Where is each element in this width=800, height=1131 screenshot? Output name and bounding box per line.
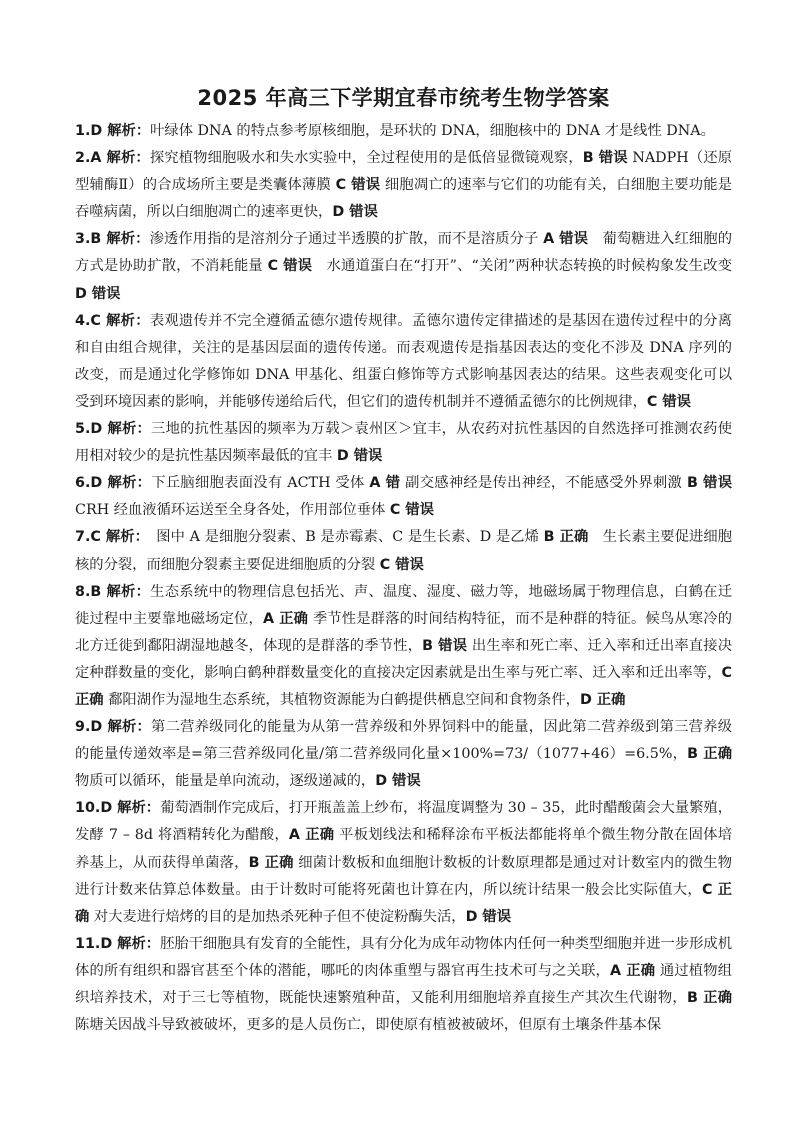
verdict-label: C 错误 xyxy=(267,258,313,275)
answer-item xyxy=(75,145,732,226)
answer-label: 5.D 解析： xyxy=(75,421,152,438)
verdict-label: D 错误 xyxy=(465,908,512,925)
answer-item xyxy=(75,226,732,307)
verdict-label: C 错误 xyxy=(389,502,434,519)
explanation-text: 对大麦进行焙烤的目的是加热杀死种子但不使淀粉酶失活， xyxy=(89,908,466,925)
verdict-label: B 正确 xyxy=(248,854,294,871)
explanation-text: 葡萄糖进入红细胞的方式是协助扩散，不消耗能量 xyxy=(75,231,733,275)
explanation-text: 表观遗传并不完全遵循孟德尔遗传规律。孟德尔遗传定律描述的是基因在遗传过程中的分离和自由组合规律，关注的是基因层面的遗传传递。而表观遗传是指基因表达的变化不涉及 DNA 序列的改变，而是通过化学修饰如 DNA 甲基化、组蛋白修饰等方式影响基因表达的结果。这些表观变化可以受到环境因素的影响，并能够传递给后代，但它们的遗传机制并不遵循孟德尔的比例规律， xyxy=(75,312,733,410)
explanation-text: 渗透作用指的是溶剂分子通过半透膜的扩散，而不是溶质分子 xyxy=(149,231,544,248)
page-title: 2025 年高三下学期宜春市统考生物学答案 xyxy=(197,86,610,110)
verdict-label: C 正确 xyxy=(75,664,732,708)
verdict-label: D 错误 xyxy=(336,448,383,465)
explanation-text: 生长素主要促进细胞核的分裂，而细胞分裂素主要促进细胞质的分裂 xyxy=(75,529,733,573)
explanation-text: 水通道蛋白在“打开”、“关闭”两种状态转换的时候构象发生改变 xyxy=(312,258,732,275)
verdict-label: C 正确 xyxy=(75,881,732,925)
explanation-text: 鄱阳湖作为湿地生态系统，其植物资源能为白鹤提供栖息空间和食物条件， xyxy=(103,691,580,708)
verdict-label: C 错误 xyxy=(379,556,424,573)
answer-label: 8.B 解析： xyxy=(75,583,151,600)
answer-item xyxy=(75,470,732,524)
explanation-text: 葡萄酒制作完成后，打开瓶盖盖上纱布，将温度调整为 30 – 35，此时醋酸菌会大量繁殖，发酵 7 – 8d 将酒精转化为醋酸， xyxy=(75,800,732,844)
verdict-label: A 正确 xyxy=(262,610,309,627)
explanation-text: 叶绿体 DNA 的特点参考原核细胞，是环状的 DNA，细胞核中的 DNA 才是线性 DNA。 xyxy=(150,123,715,139)
verdict-label: D 正确 xyxy=(579,691,626,708)
explanation-text: 探究植物细胞吸水和失水实验中，全过程使用的是低倍显微镜观察， xyxy=(149,150,583,167)
explanation-text: CRH 经血液循环运送至全身各处，作用部位垂体 xyxy=(75,502,390,519)
answer-label: 11.D 解析： xyxy=(75,935,161,952)
verdict-label: A 正确 xyxy=(288,827,335,844)
verdict-label: D 错误 xyxy=(375,773,421,790)
answer-label: 10.D 解析： xyxy=(75,800,161,817)
verdict-label: B 正确 xyxy=(687,746,732,763)
answer-item xyxy=(75,714,732,795)
explanation-text: 图中 A 是细胞分裂素、B 是赤霉素、C 是生长素、D 是乙烯 xyxy=(141,529,544,546)
explanation-text: 三地的抗性基因的频率为万载＞袁州区＞宜丰，从农药对抗性基因的自然选择可推测农药使用相对较少的是抗性基因频率最低的宜丰 xyxy=(75,421,732,465)
explanation-text: 出生率和死亡率、迁入率和迁出率直接决定种群数量的变化，影响白鹤种群数量变化的直接决定因素就是出生率与死亡率、迁入率和迁出率等， xyxy=(75,637,733,681)
answer-label: 4.C 解析： xyxy=(75,312,150,329)
answer-item xyxy=(75,308,732,416)
answer-item xyxy=(75,795,732,930)
answer-label: 3.B 解析： xyxy=(75,231,150,248)
verdict-label: D 错误 xyxy=(75,285,121,302)
answer-list xyxy=(75,118,732,1039)
answer-item xyxy=(75,579,732,714)
verdict-label: B 错误 xyxy=(422,637,468,654)
answer-item xyxy=(75,524,732,578)
verdict-label: C 错误 xyxy=(335,177,381,194)
verdict-label: B 错误 xyxy=(582,150,628,167)
verdict-label: D 错误 xyxy=(332,204,378,221)
explanation-text: 副交感神经是传出神经，不能感受外界刺激 xyxy=(400,475,687,492)
verdict-label: B 错误 xyxy=(686,475,732,492)
explanation-text: 生态系统中的物理信息包括光、声、温度、湿度、磁力等，地磁场属于物理信息，白鹤在迁徙过程中主要靠地磁场定位， xyxy=(75,583,732,627)
verdict-label: B 正确 xyxy=(543,529,589,546)
answer-label: 9.D 解析： xyxy=(75,719,152,736)
explanation-text: 季节性是群落的时间结构特征，而不是种群的特征。候鸟从寒冷的北方迁徙到鄱阳湖湿地越冬，体现的是群落的季节性， xyxy=(75,610,733,654)
answer-label: 1.D 解析： xyxy=(75,123,151,139)
verdict-label: C 错误 xyxy=(646,393,691,410)
explanation-text: 平板划线法和稀释涂布平板法都能将单个微生物分散在固体培养基上，从而获得单菌落， xyxy=(75,827,733,871)
explanation-text: 物质可以循环，能量是单向流动，逐级递减的， xyxy=(75,773,376,790)
explanation-text: 第二营养级同化的能量为从第一营养级和外界饲料中的能量，因此第二营养级到第三营养级的能量传递效率是=第三营养级同化量/第二营养级同化量×100%=73/（1077+46）=6.5%， xyxy=(75,719,732,763)
explanation-text: NADPH（还原型辅酶Ⅱ）的合成场所主要是类囊体薄膜 xyxy=(75,150,733,194)
verdict-label: B 正确 xyxy=(686,990,733,1006)
verdict-label: A 错误 xyxy=(543,231,589,248)
explanation-text: 通过植物组织培养技术，对于三七等植物，既能快速繁殖种苗，又能利用细胞培养直接生产其次生代谢物， xyxy=(75,962,733,1006)
verdict-label: A 错 xyxy=(369,475,401,492)
explanation-text: 陈塘关因战斗导致被破坏，更多的是人员伤亡，即使原有植被被破坏，但原有土壤条件基本保 xyxy=(75,1017,662,1034)
answer-label: 6.D 解析： xyxy=(75,475,152,492)
answer-item xyxy=(75,118,732,145)
explanation-text: 下丘脑细胞表面没有 ACTH 受体 xyxy=(151,475,370,492)
explanation-text: 细胞凋亡的速率与它们的功能有关，白细胞主要功能是吞噬病菌，所以白细胞凋亡的速率更快， xyxy=(75,177,732,221)
explanation-text: 胚胎干细胞具有发育的全能性，具有分化为成年动物体内任何一种类型细胞并进一步形成机体的所有组织和器官甚至个体的潜能，哪吒的肉体重塑与器官再生技术可与之关联， xyxy=(75,935,733,979)
answer-item xyxy=(75,931,732,1039)
explanation-text: 细菌计数板和血细胞计数板的计数原理都是通过对计数室内的微生物进行计数来估算总体数量。由于计数时可能将死菌也计算在内，所以统计结果一般会比实际值大， xyxy=(75,854,733,898)
answer-label: 7.C 解析： xyxy=(75,529,142,546)
verdict-label: A 正确 xyxy=(610,962,656,979)
answer-label: 2.A 解析： xyxy=(75,150,150,167)
answer-item xyxy=(75,416,732,470)
